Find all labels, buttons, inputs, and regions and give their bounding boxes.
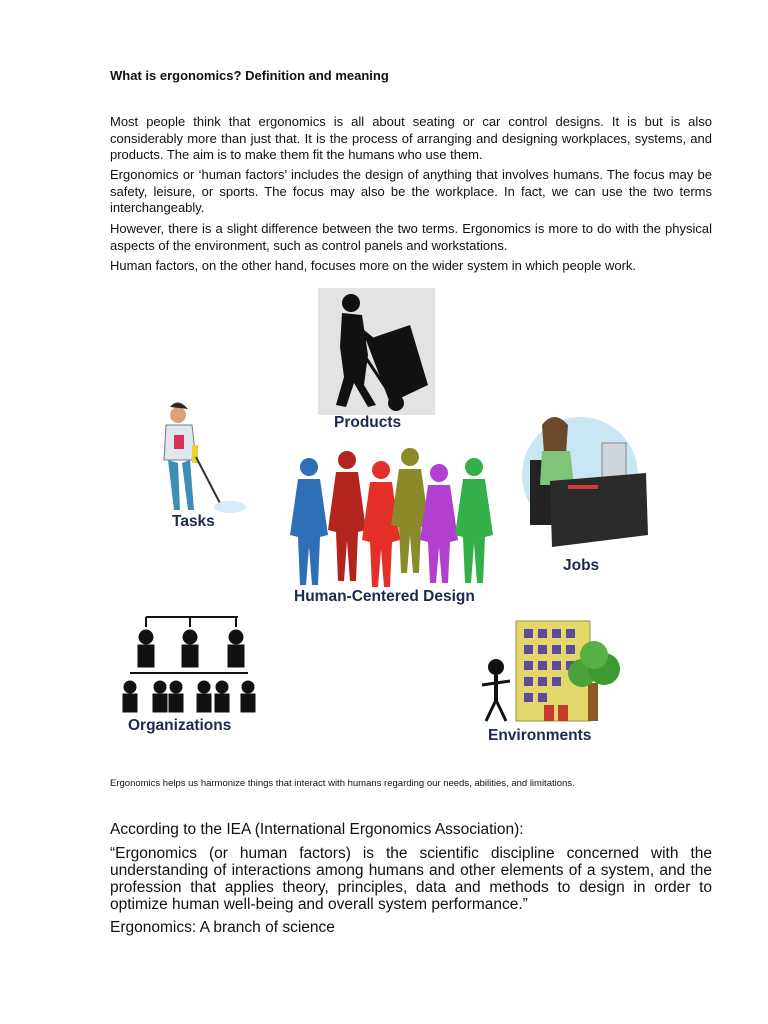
paragraph-2: Ergonomics or ‘human factors’ includes the design of anything that involves humans. The focus may be safety, leisure, or sports. The focus may also be the workplace. In fact, we can use the two terms interchangeably.	[110, 167, 712, 215]
paragraph-4: Human factors, on the other hand, focuses more on the wider system in which people work.	[110, 258, 637, 273]
organizations-illustration	[123, 617, 255, 712]
center-label: Human-Centered Design	[294, 588, 475, 605]
document-title: What is ergonomics? Definition and meaning	[110, 68, 389, 83]
environments-label: Environments	[488, 727, 592, 744]
human-centered-design-figure	[118, 285, 658, 755]
people-group	[290, 448, 493, 587]
products-illustration	[318, 288, 435, 415]
paragraph-1: Most people think that ergonomics is all about seating or car control designs. It is but is also considerably more than just that. It is the process of arranging and designing workplaces, systems, and products. The aim is to make them fit the humans who use them.	[110, 114, 712, 162]
iea-intro: According to the IEA (International Ergonomics Association):	[110, 821, 524, 838]
figure-caption: Ergonomics helps us harmonize things that interact with humans regarding our needs, abilities, and limitations.	[110, 778, 575, 789]
paragraph-3: However, there is a slight difference between the two terms. Ergonomics is more to do with the physical aspects of the environment, such as control panels and workstations.	[110, 221, 712, 253]
jobs-label: Jobs	[563, 557, 600, 574]
organizations-label: Organizations	[128, 717, 232, 734]
iea-quote: “Ergonomics (or human factors) is the scientific discipline concerned with the understanding of interactions among humans and other elements of a system, and the profession that applies theory, principles, data and methods to design in order to optimize human well-being and overall system performance.”	[110, 845, 712, 913]
environments-illustration	[482, 621, 620, 721]
jobs-illustration	[522, 417, 648, 547]
section-heading-branch-of-science: Ergonomics: A branch of science	[110, 919, 335, 936]
products-label: Products	[334, 414, 402, 431]
tasks-illustration	[164, 402, 246, 513]
tasks-label: Tasks	[172, 513, 215, 530]
